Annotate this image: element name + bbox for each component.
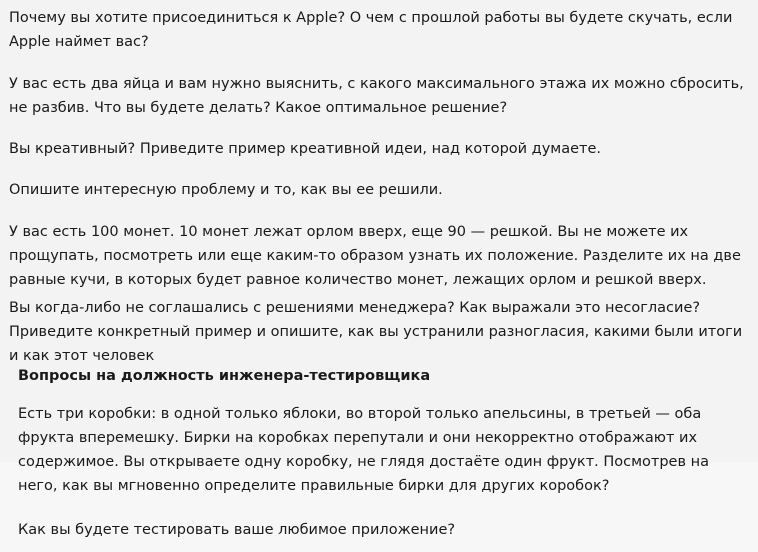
question-apple-motivation: Почему вы хотите присоединиться к Apple? О чем с прошлой работы вы будете скучать, если Apple наймет вас? <box>9 10 733 50</box>
question-manager-disagreement: Вы когда-либо не соглашались с решениями менеджера? Как выражали это несогласие? Приведите конкретный пример и опишите, как вы устранили разногласия, какими были итоги и как этот человек <box>9 300 743 364</box>
tester-section-heading: Вопросы на должность инженера-тестировщика <box>18 368 431 384</box>
question-three-boxes: Есть три коробки: в одной только яблоки, во второй только апельсины, в третьей — оба фрукта вперемешку. Бирки на коробках перепутали и они некорректно отображают их содержимое. Вы открываете одну коробку, не глядя достаёте один фрукт. Посмотрев на него, как вы мгновенно определите правильные бирки для других коробок? <box>18 406 710 494</box>
question-creativity: Вы креативный? Приведите пример креативной идеи, над которой думаете. <box>9 141 602 157</box>
question-interesting-problem: Опишите интересную проблему и то, как вы ее решили. <box>9 182 443 198</box>
question-hundred-coins: У вас есть 100 монет. 10 монет лежат орлом вверх, еще 90 — решкой. Вы не можете их прощупать, посмотреть или еще каким-то образом узнать их положение. Разделите их на две равные кучи, в которых будет равное количество монет, лежащих орлом и решкой вверх. <box>9 224 741 288</box>
question-test-favorite-app: Как вы будете тестировать ваше любимое приложение? <box>18 522 456 538</box>
question-two-eggs: У вас есть два яйца и вам нужно выяснить, с какого максимального этажа их можно сбросить, не разбив. Что вы будете делать? Какое оптимальное решение? <box>9 76 744 116</box>
